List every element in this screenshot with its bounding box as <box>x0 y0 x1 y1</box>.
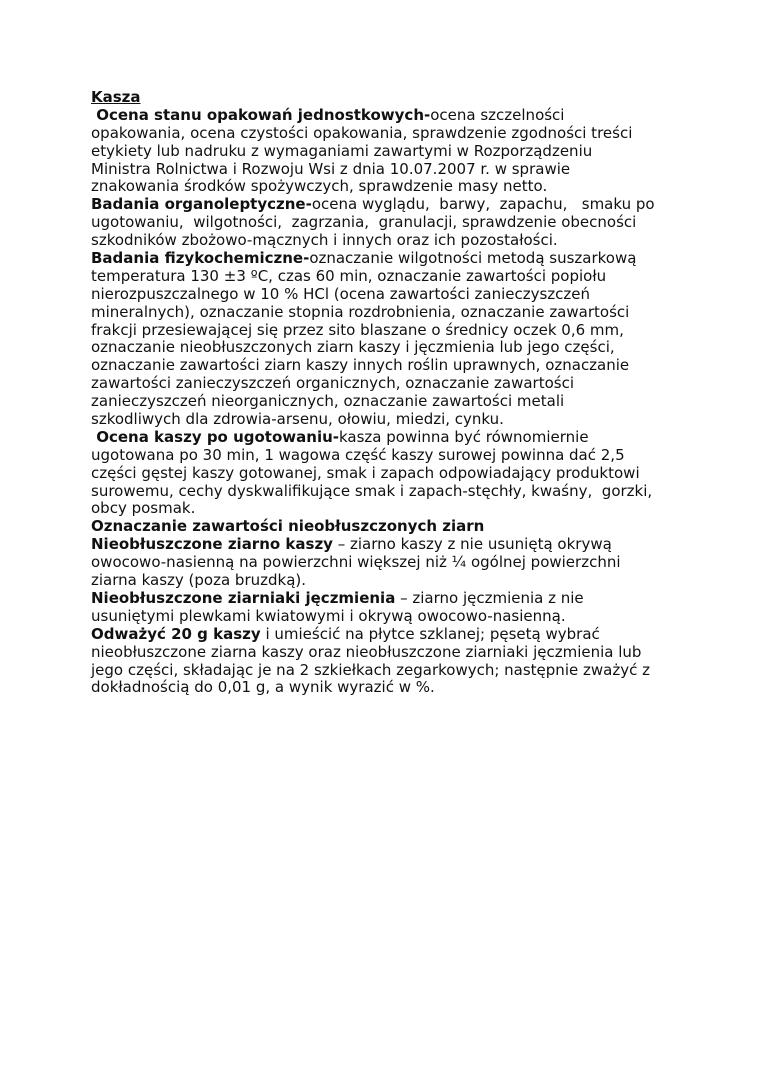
text-line <box>91 662 681 680</box>
text-segment: temperatura 130 ±3 ºC, czas 60 min, oznaczanie zawartości popiołu <box>91 266 607 285</box>
text-line <box>91 304 681 322</box>
text-segment: – ziarno jęczmienia z nie <box>395 588 584 607</box>
text-line <box>91 268 681 286</box>
text-segment: ugotowaniu, wilgotności, zagrzania, granulacji, sprawdzenie obecności <box>91 213 637 232</box>
bold-text-segment: Odważyć 20 g kaszy <box>91 624 261 643</box>
text-segment: ocena wyglądu, barwy, zapachu, smaku po <box>311 195 655 214</box>
text-segment: i umieścić na płytce szklanej; pęsetą wybrać <box>260 624 600 643</box>
document-page <box>91 89 681 697</box>
bold-text-segment: Badania organoleptyczne- <box>91 195 312 214</box>
text-line <box>91 178 681 196</box>
text-line <box>91 322 681 340</box>
text-segment: jego części, składając je na 2 szkiełkach zegarkowych; następnie zważyć z <box>91 660 650 679</box>
text-segment: oznaczanie zawartości ziarn kaszy innych roślin uprawnych, oznaczanie <box>91 356 630 375</box>
text-line <box>91 483 681 501</box>
text-segment: obcy posmak. <box>91 499 196 518</box>
text-line <box>91 536 681 554</box>
bold-text-segment: Badania fizykochemiczne- <box>91 249 310 268</box>
text-segment: kasza powinna być równomiernie <box>338 427 589 446</box>
text-line <box>91 250 681 268</box>
text-line <box>91 447 681 465</box>
text-line <box>91 393 681 411</box>
text-segment: usuniętymi plewkami kwiatowymi i okrywą owocowo-nasienną. <box>91 606 566 625</box>
text-line <box>91 500 681 518</box>
text-line <box>91 429 681 447</box>
text-line <box>91 375 681 393</box>
text-segment: Ministra Rolnictwa i Rozwoju Wsi z dnia 10.07.2007 r. w sprawie <box>91 159 571 178</box>
text-line <box>91 518 681 536</box>
text-segment: ziarna kaszy (poza bruzdką). <box>91 571 307 590</box>
text-segment: surowemu, cechy dyskwalifikujące smak i zapach-stęchły, kwaśny, gorzki, <box>91 481 653 500</box>
text-segment: dokładnością do 0,01 g, a wynik wyrazić w %. <box>91 678 435 697</box>
text-segment: zawartości zanieczyszczeń organicznych, oznaczanie zawartości <box>91 374 575 393</box>
text-segment: znakowania środków spożywczych, sprawdzenie masy netto. <box>91 177 548 196</box>
text-line <box>91 411 681 429</box>
text-segment: szkodników zbożowo-mącznych i innych oraz ich pozostałości. <box>91 231 558 250</box>
text-segment: oznaczanie nieobłuszczonych ziarn kaszy i jęczmienia lub jego części, <box>91 338 615 357</box>
text-segment: nieobłuszczone ziarna kaszy oraz nieobłuszczone ziarniaki jęczmienia lub <box>91 642 642 661</box>
text-line <box>91 357 681 375</box>
document-title: Kasza <box>91 88 141 106</box>
text-segment: frakcji przesiewającej się przez sito blaszane o średnicy oczek 0,6 mm, <box>91 320 624 339</box>
text-segment: ugotowana po 30 min, 1 wagowa część kaszy surowej powinna dać 2,5 <box>91 445 625 464</box>
text-segment: – ziarno kaszy z nie usuniętą okrywą <box>332 535 612 554</box>
text-line <box>91 626 681 644</box>
text-line <box>91 608 681 626</box>
text-segment: opakowania, ocena czystości opakowania, sprawdzenie zgodności treści <box>91 123 633 142</box>
text-line <box>91 125 681 143</box>
text-line <box>91 554 681 572</box>
text-segment: etykiety lub nadruku z wymaganiami zawartymi w Rozporządzeniu <box>91 141 593 160</box>
document-body <box>91 107 681 697</box>
text-line <box>91 107 681 125</box>
text-segment: mineralnych), oznaczanie stopnia rozdrobnienia, oznaczanie zawartości <box>91 302 630 321</box>
text-segment: szkodliwych dla zdrowia-arsenu, ołowiu, miedzi, cynku. <box>91 410 504 429</box>
text-line <box>91 161 681 179</box>
text-line <box>91 644 681 662</box>
bold-text-segment: Ocena stanu opakowań jednostkowych- <box>91 105 431 124</box>
text-line <box>91 572 681 590</box>
bold-text-segment: Nieobłuszczone ziarno kaszy <box>91 535 333 554</box>
text-segment: owocowo-nasienną na powierzchni większej niż ¼ ogólnej powierzchni <box>91 553 621 572</box>
text-line <box>91 679 681 697</box>
text-segment: nierozpuszczalnego w 10 % HCl (ocena zawartości zanieczyszczeń <box>91 284 591 303</box>
bold-text-segment: Nieobłuszczone ziarniaki jęczmienia <box>91 588 396 607</box>
text-line <box>91 143 681 161</box>
text-segment: oznaczanie wilgotności metodą suszarkową <box>309 249 637 268</box>
bold-text-segment: Oznaczanie zawartości nieobłuszczonych ziarn <box>91 517 485 536</box>
text-segment: części gęstej kaszy gotowanej, smak i zapach odpowiadający produktowi <box>91 463 640 482</box>
text-line <box>91 590 681 608</box>
text-line <box>91 339 681 357</box>
text-segment: ocena szczelności <box>430 105 565 124</box>
text-line <box>91 214 681 232</box>
text-line <box>91 465 681 483</box>
text-line <box>91 286 681 304</box>
text-line <box>91 196 681 214</box>
text-line <box>91 232 681 250</box>
text-segment: zanieczyszczeń nieorganicznych, oznaczanie zawartości metali <box>91 392 565 411</box>
bold-text-segment: Ocena kaszy po ugotowaniu- <box>91 427 339 446</box>
